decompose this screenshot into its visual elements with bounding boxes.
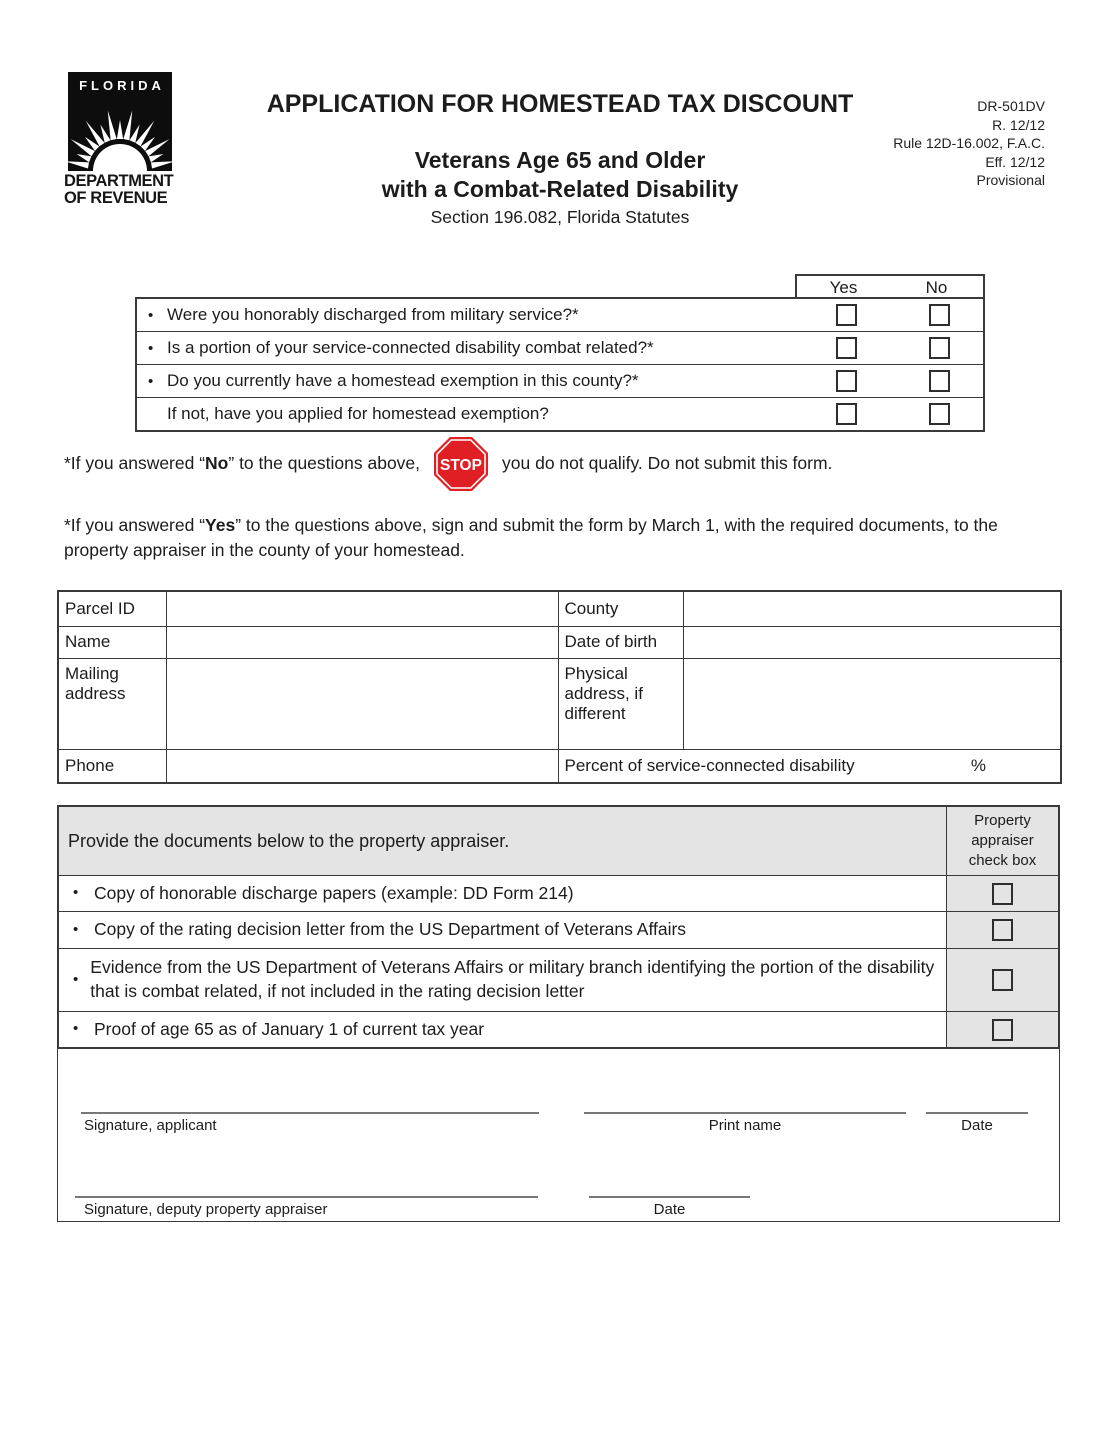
form-number: DR-501DV xyxy=(977,98,1045,114)
question-row-discharged xyxy=(137,299,983,331)
question-text: Were you honorably discharged from military service?* xyxy=(167,305,579,324)
documents-table xyxy=(57,805,1060,1049)
question-text: If not, have you applied for homestead exemption? xyxy=(167,404,549,423)
dob-label: Date of birth xyxy=(558,626,683,658)
rating-letter-checkbox[interactable] xyxy=(992,919,1013,941)
deputy-date-label: Date xyxy=(653,1201,686,1218)
homestead-exemption-yes-checkbox[interactable] xyxy=(836,370,857,392)
question-row-combat-related xyxy=(137,331,983,364)
form-effective: Eff. 12/12 xyxy=(985,153,1045,170)
dob-value-cell[interactable] xyxy=(683,626,1061,658)
yes-note: *If you answered “Yes” to the questions above, sign and submit the form by March 1, with the required documents, to the property appraiser in the county of your homestead. xyxy=(64,515,998,561)
appraiser-checkbox-column-header: Property appraiser check box xyxy=(947,807,1058,875)
yes-column-label: Yes xyxy=(829,278,858,297)
question-text: Do you currently have a homestead exemption in this county?* xyxy=(167,371,639,390)
discharged-no-checkbox[interactable] xyxy=(929,304,950,326)
parcel-id-value-cell[interactable] xyxy=(166,591,558,626)
florida-dor-logo xyxy=(68,72,172,171)
disability-percent-cell[interactable] xyxy=(558,749,1061,783)
logo-state-text: FLORIDA xyxy=(79,78,165,93)
question-text: Is a portion of your service-connected disability combat related?* xyxy=(167,338,654,357)
physical-address-label: Physical address, if different xyxy=(558,658,683,749)
logo-dept-line2: OF REVENUE xyxy=(64,188,168,207)
deputy-signature-label: Signature, deputy property appraiser xyxy=(84,1201,328,1218)
proof-of-age-checkbox[interactable] xyxy=(992,1019,1013,1041)
phone-value-cell[interactable] xyxy=(166,749,558,783)
bullet-icon: • xyxy=(73,884,79,902)
applicant-info-table xyxy=(57,590,1062,784)
date-line[interactable] xyxy=(926,1112,1028,1114)
name-value-cell[interactable] xyxy=(166,626,558,658)
applicant-signature-label: Signature, applicant xyxy=(84,1117,217,1134)
document-text: Copy of honorable discharge papers (example: DD Form 214) xyxy=(94,882,574,903)
county-value-cell[interactable] xyxy=(683,591,1061,626)
date-label: Date xyxy=(961,1117,993,1134)
applied-exemption-no-checkbox[interactable] xyxy=(929,403,950,425)
logo-dept-text xyxy=(64,173,180,206)
parcel-id-label: Parcel ID xyxy=(58,591,166,626)
combat-related-yes-checkbox[interactable] xyxy=(836,337,857,359)
bullet-icon: • xyxy=(73,1020,79,1038)
form-subtitle-1: Veterans Age 65 and Older xyxy=(414,147,706,173)
documents-header: Provide the documents below to the property appraiser. xyxy=(59,807,947,875)
form-rule: Rule 12D-16.002, F.A.C. xyxy=(893,135,1045,152)
document-row-rating-letter xyxy=(59,911,1058,948)
document-row-discharge-papers xyxy=(59,875,1058,911)
document-row-proof-of-age xyxy=(59,1011,1058,1047)
form-provisional: Provisional xyxy=(976,172,1045,189)
print-name-label: Print name xyxy=(708,1117,782,1134)
deputy-date-line[interactable] xyxy=(589,1196,750,1198)
bullet-icon: • xyxy=(148,306,154,324)
document-text: Copy of the rating decision letter from the US Department of Veterans Affairs xyxy=(94,919,687,940)
bullet-icon: • xyxy=(73,920,79,938)
discharge-papers-checkbox[interactable] xyxy=(992,883,1013,905)
yes-no-header xyxy=(795,274,985,299)
stop-note-lead: *If you answered “No” to the questions above, xyxy=(64,453,421,473)
stop-note xyxy=(64,435,832,492)
bullet-icon: • xyxy=(73,970,79,988)
stop-note-tail: you do not qualify. Do not submit this form. xyxy=(502,453,833,473)
stop-sign-icon xyxy=(433,436,489,492)
homestead-exemption-no-checkbox[interactable] xyxy=(929,370,950,392)
svg-text:STOP: STOP xyxy=(440,456,482,474)
mailing-address-value-cell[interactable] xyxy=(166,658,558,749)
county-label: County xyxy=(558,591,683,626)
signature-section xyxy=(57,1047,1060,1222)
bullet-icon: • xyxy=(148,372,154,390)
name-label: Name xyxy=(58,626,166,658)
stop-note-no-word: No xyxy=(205,453,229,473)
combat-related-no-checkbox[interactable] xyxy=(929,337,950,359)
deputy-signature-line[interactable] xyxy=(75,1196,538,1198)
form-subtitle-2: with a Combat-Related Disability xyxy=(381,176,739,202)
print-name-line[interactable] xyxy=(584,1112,906,1114)
documents-header-row xyxy=(59,807,1058,875)
applicant-signature-line[interactable] xyxy=(81,1112,539,1114)
discharged-yes-checkbox[interactable] xyxy=(836,304,857,326)
question-row-applied-exemption xyxy=(137,397,983,430)
applied-exemption-yes-checkbox[interactable] xyxy=(836,403,857,425)
disability-percent-label: Percent of service-connected disability xyxy=(564,755,855,775)
bullet-icon: • xyxy=(148,339,154,357)
percent-sign: % xyxy=(970,755,986,775)
logo-dept-line1: DEPARTMENT xyxy=(64,172,174,190)
combat-evidence-checkbox[interactable] xyxy=(992,969,1013,991)
mailing-address-label: Mailing address xyxy=(58,658,166,749)
document-row-combat-evidence xyxy=(59,948,1058,1011)
physical-address-value-cell[interactable] xyxy=(683,658,1061,749)
eligibility-questions-table xyxy=(135,297,985,432)
phone-label: Phone xyxy=(58,749,166,783)
question-row-homestead-exemption xyxy=(137,364,983,397)
yes-note-yes-word: Yes xyxy=(205,515,236,535)
document-text: Evidence from the US Department of Veterans Affairs or military branch identifying the portion of the disability that is combat related, if not included in the rating decision letter xyxy=(90,957,935,1001)
form-title: APPLICATION FOR HOMESTEAD TAX DISCOUNT xyxy=(266,90,854,118)
document-text: Proof of age 65 as of January 1 of current tax year xyxy=(94,1018,485,1039)
form-statute: Section 196.082, Florida Statutes xyxy=(430,207,690,227)
no-column-label: No xyxy=(925,278,948,297)
form-revision: R. 12/12 xyxy=(992,116,1045,133)
